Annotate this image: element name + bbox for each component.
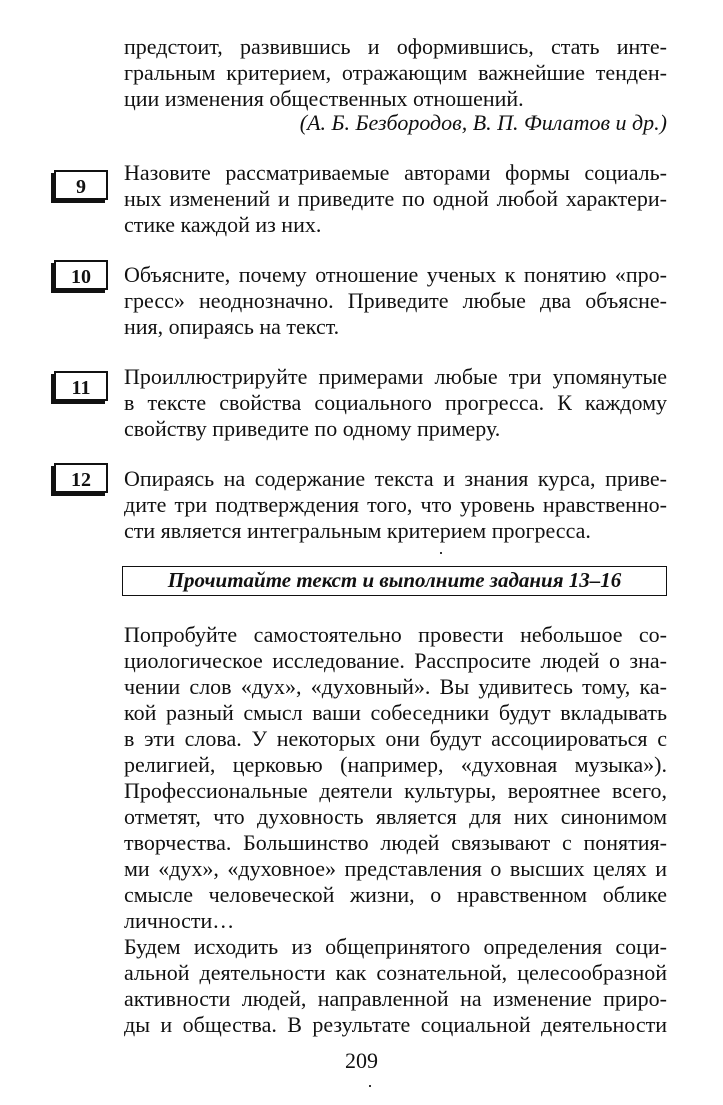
body-line: активности людей, направленной на изменение приро- xyxy=(124,986,667,1011)
body-line: чении слов «дух», «духовный». Вы удивитесь тому, ка- xyxy=(124,674,667,699)
intro-line: предстоит, развившись и оформившись, стать инте- xyxy=(124,34,667,59)
task-line: свойству приведите по одному примеру. xyxy=(124,416,501,441)
body-line: кой разный смысл ваши собеседники будут вкладывать xyxy=(124,700,667,725)
task-number-box: 12 xyxy=(54,463,108,493)
body-line: ды и общества. В результате социальной деятельности xyxy=(124,1012,667,1037)
page-number: 209 xyxy=(345,1048,378,1073)
body-line: отметят, что духовность является для них синонимом xyxy=(124,804,667,829)
task-number-box: 10 xyxy=(54,260,108,290)
task-number-box: 11 xyxy=(54,371,108,401)
intro-line: гральным критерием, отражающим важнейшие тенден- xyxy=(124,60,667,85)
body-line: Профессиональные деятели культуры, вероятнее всего, xyxy=(124,778,667,803)
body-line: смысле человеческой жизни, о нравственном облике xyxy=(124,882,667,907)
body-line: Будем исходить из общепринятого определения соци- xyxy=(124,934,667,959)
body-line: личности… xyxy=(124,908,235,933)
intro-line: ции изменения общественных отношений. xyxy=(124,86,524,111)
section-header: Прочитайте текст и выполните задания 13–16 xyxy=(122,566,667,596)
body-line: религией, церковью (например, «духовная музыка»). xyxy=(124,752,667,777)
task-line: дите три подтверждения того, что уровень нравственно- xyxy=(124,492,667,517)
task-line: стике каждой из них. xyxy=(124,212,322,237)
task-line: сти является интегральным критерием прогресса. xyxy=(124,518,591,543)
task-line: ных изменений и приведите по одной любой характери- xyxy=(124,186,667,211)
speck xyxy=(369,1085,371,1087)
body-line: циологическое исследование. Расспросите людей о зна- xyxy=(124,648,667,673)
body-line: альной деятельности как сознательной, целесообразной xyxy=(124,960,667,985)
task-line: ния, опираясь на текст. xyxy=(124,314,340,339)
task-line: Объясните, почему отношение ученых к понятию «про- xyxy=(124,262,667,287)
body-line: ми «дух», «духовное» представления о высших целях и xyxy=(124,856,667,881)
task-line: Опираясь на содержание текста и знания курса, приве- xyxy=(124,466,667,491)
citation: (А. Б. Безбородов, В. П. Филатов и др.) xyxy=(299,110,667,135)
task-line: гресс» неоднозначно. Приведите любые два объясне- xyxy=(124,288,667,313)
task-line: Проиллюстрируйте примерами любые три упомянутые xyxy=(124,364,667,389)
task-line: Назовите рассматриваемые авторами формы социаль- xyxy=(124,160,667,185)
task-line: в тексте свойства социального прогресса. К каждому xyxy=(124,390,667,415)
speck xyxy=(440,552,442,554)
body-line: Попробуйте самостоятельно провести небольшое со- xyxy=(124,622,667,647)
body-line: в эти слова. У некоторых они будут ассоциироваться с xyxy=(124,726,667,751)
body-line: творчества. Большинство людей связывают с понятия- xyxy=(124,830,667,855)
task-number-box: 9 xyxy=(54,170,108,200)
